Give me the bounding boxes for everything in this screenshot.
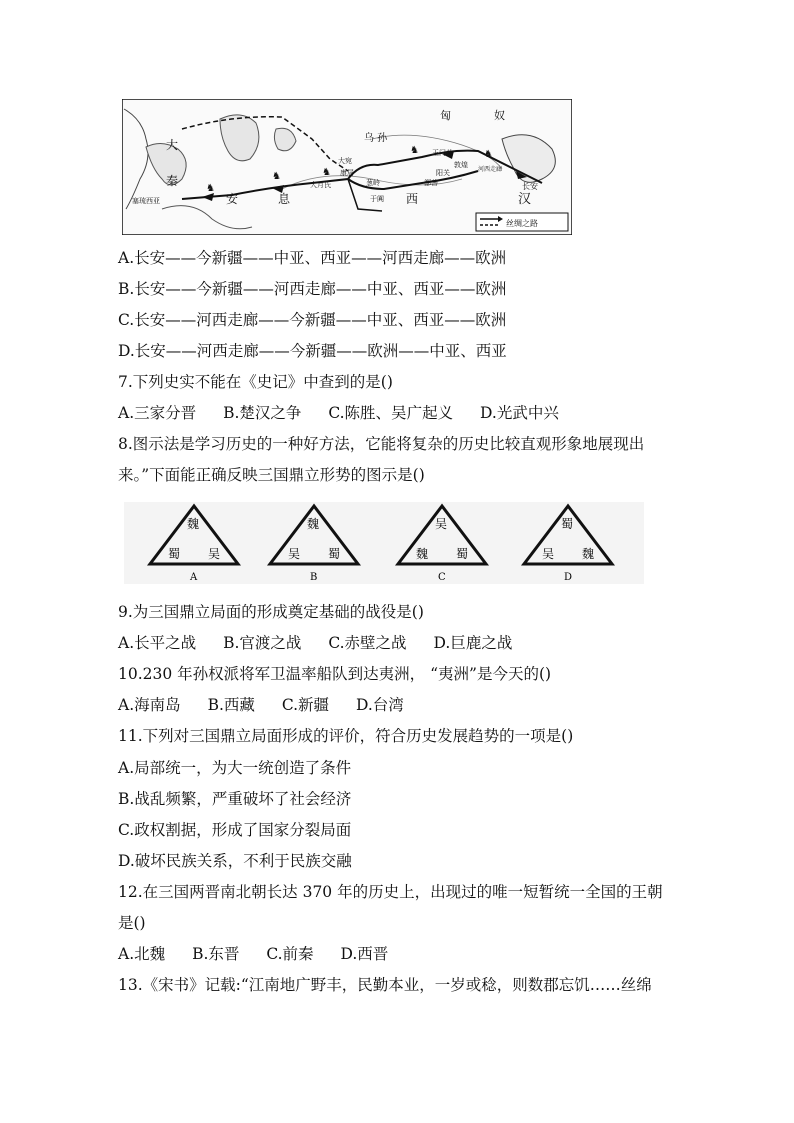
- map-label: 息: [278, 192, 291, 206]
- svg-text:丝绸之路: 丝绸之路: [506, 219, 538, 228]
- q13-stem: 13.《宋书》记载:“江南地广野丰，民勤本业，一岁或稔，则数郡忘饥……丝绵: [118, 976, 652, 994]
- q10-option-d: D.台湾: [356, 696, 404, 714]
- q8-stem-line1: 8.图示法是学习历史的一种好方法，它能将复杂的历史比较直观形象地展现出: [118, 435, 645, 453]
- map-label: 秦: [166, 174, 179, 188]
- map-label: 葱岭: [366, 179, 380, 187]
- diagram-letter: A: [190, 572, 198, 583]
- diagram-letter: B: [310, 572, 318, 583]
- map-label: 康居: [340, 169, 354, 177]
- q12-option-c: C.前秦: [266, 945, 314, 963]
- map-label: 塞琉西亚: [132, 197, 160, 205]
- q8-diagrams: [124, 502, 644, 584]
- q6-option-a: A.长安——今新疆——中亚、西亚——河西走廊——欧洲: [118, 249, 507, 267]
- q10-option-a: A.海南岛: [118, 696, 181, 714]
- q12-option-a: A.北魏: [118, 945, 166, 963]
- q11-stem: 11.下列对三国鼎立局面形成的评价，符合历史发展趋势的一项是(): [118, 727, 574, 745]
- map-label: 安: [226, 192, 239, 206]
- q12-stem-line1: 12.在三国两晋南北朝长达 370 年的历史上，出现过的唯一短暂统一全国的王朝: [118, 883, 663, 901]
- q7-option-c: C.陈胜、吴广起义: [328, 404, 454, 422]
- q7-options: [118, 403, 559, 423]
- map-label: 阳关: [436, 169, 450, 177]
- map-label: 乌 孙: [364, 133, 388, 144]
- q7-option-b: B.楚汉之争: [223, 404, 302, 422]
- diagram-letter: D: [564, 572, 573, 583]
- map-label: 大宛: [338, 157, 352, 165]
- camel-icon: ♞: [272, 171, 281, 182]
- q9-options: [118, 633, 512, 653]
- camel-icon: ♞: [410, 145, 419, 156]
- q12-options: [118, 944, 388, 964]
- diagram-left-label: 吴: [288, 547, 301, 561]
- q10-option-b: B.西藏: [207, 696, 255, 714]
- q9-stem: 9.为三国鼎立局面的形成奠定基础的战役是(): [118, 603, 424, 621]
- map-label: 敦煌: [454, 161, 468, 169]
- q10-options: [118, 695, 404, 715]
- diagram-right-label: 魏: [582, 547, 595, 561]
- map-label: 长安: [522, 182, 538, 191]
- camel-icon: ♞: [206, 183, 215, 194]
- q10-option-c: C.新疆: [281, 696, 330, 714]
- map-label: 奴: [494, 109, 505, 122]
- diagram-right-label: 蜀: [328, 547, 341, 561]
- camel-icon: ♞: [484, 149, 493, 160]
- diagram-top-label: 魏: [187, 517, 200, 531]
- diagram-left-label: 吴: [542, 547, 555, 561]
- diagram-right-label: 蜀: [456, 547, 469, 561]
- q9-option-c: C.赤壁之战: [328, 634, 407, 652]
- q12-stem-line2: 是(): [118, 914, 146, 932]
- q9-option-d: D.巨鹿之战: [433, 634, 513, 652]
- map-label: 汉: [518, 192, 532, 207]
- diagram-top-label: 魏: [307, 517, 320, 531]
- map-legend: [476, 213, 568, 231]
- q11-option-a: A.局部统一，为大一统创造了条件: [118, 759, 352, 777]
- q11-option-d: D.破坏民族关系，不利于民族交融: [118, 852, 352, 870]
- q9-option-a: A.长平之战: [118, 634, 197, 652]
- map-label: 大: [166, 138, 179, 152]
- triangle-diagram-d: [520, 502, 616, 584]
- map-label: 西: [406, 192, 419, 206]
- map-label: 匈: [440, 109, 451, 122]
- q8-stem-line2: 来。”下面能正确反映三国鼎立形势的图示是(): [118, 466, 425, 484]
- map-label: 玉门关: [432, 149, 453, 157]
- triangle-diagram-c: [394, 502, 490, 584]
- map-label: 大月氏: [310, 181, 331, 189]
- q12-option-b: B.东晋: [192, 945, 240, 963]
- q11-option-b: B.战乱频繁，严重破坏了社会经济: [118, 790, 352, 808]
- map-label: 鄯善: [424, 179, 438, 187]
- diagram-top-label: 蜀: [561, 517, 574, 531]
- silk-road-map: [122, 99, 572, 235]
- q7-stem: 7.下列史实不能在《史记》中查到的是(): [118, 373, 393, 391]
- triangle-diagram-a: [146, 502, 242, 584]
- diagram-top-label: 吴: [435, 517, 448, 531]
- camel-icon: ♞: [322, 167, 331, 178]
- diagram-left-label: 蜀: [168, 547, 181, 561]
- q6-option-b: B.长安——今新疆——河西走廊——中亚、西亚——欧洲: [118, 280, 507, 298]
- q7-option-d: D.光武中兴: [480, 404, 559, 422]
- diagram-right-label: 吴: [208, 547, 221, 561]
- diagram-left-label: 魏: [416, 547, 429, 561]
- q10-stem: 10.230 年孙权派将军卫温率船队到达夷洲， “夷洲”是今天的(): [118, 665, 552, 683]
- triangle-diagram-b: [266, 502, 362, 584]
- q7-option-a: A.三家分晋: [118, 404, 197, 422]
- q6-option-c: C.长安——河西走廊——今新疆——中亚、西亚——欧洲: [118, 311, 507, 329]
- q12-option-d: D.西晋: [340, 945, 389, 963]
- map-label: 河西走廊: [478, 166, 503, 173]
- q6-option-d: D.长安——河西走廊——今新疆——欧洲——中亚、西亚: [118, 342, 507, 360]
- q11-option-c: C.政权割据，形成了国家分裂局面: [118, 821, 352, 839]
- diagram-letter: C: [438, 572, 446, 583]
- map-label: 于阗: [370, 195, 384, 203]
- q9-option-b: B.官渡之战: [223, 634, 302, 652]
